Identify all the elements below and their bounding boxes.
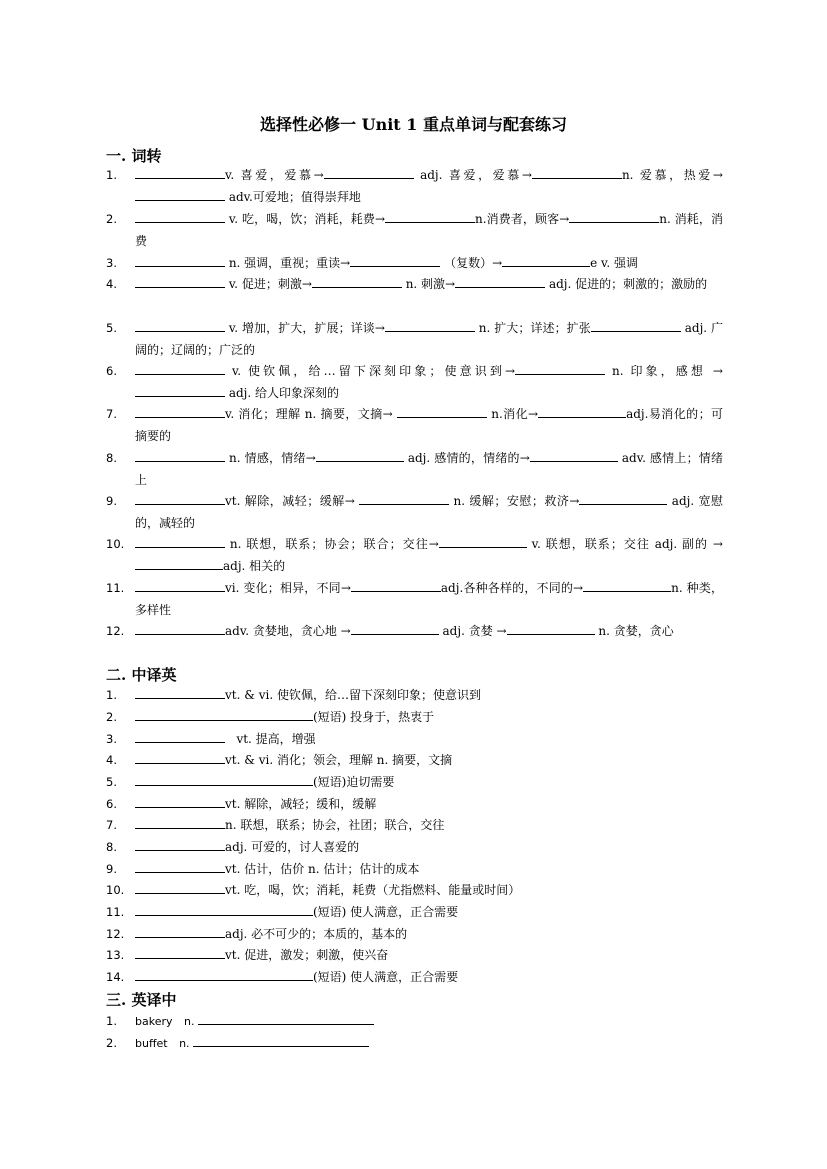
blank[interactable] <box>135 534 225 548</box>
list-item: 2. buffet n. <box>106 1033 723 1055</box>
blank[interactable] <box>135 750 225 764</box>
blank[interactable] <box>135 815 225 829</box>
blank[interactable] <box>135 880 225 894</box>
blank[interactable] <box>385 318 475 332</box>
blank[interactable] <box>324 165 414 179</box>
blank[interactable] <box>583 578 671 592</box>
answer-blank[interactable] <box>198 1011 374 1025</box>
blank[interactable] <box>135 165 225 179</box>
blank[interactable] <box>502 253 590 267</box>
blank[interactable] <box>359 491 449 505</box>
blank[interactable] <box>135 274 225 288</box>
blank[interactable] <box>591 318 681 332</box>
list-item: 10. vt. 吃，喝，饮；消耗，耗费（尤指燃料、能量或时间） <box>106 880 723 902</box>
blank[interactable] <box>455 274 545 288</box>
blank[interactable] <box>135 578 225 592</box>
list-item: 1. vt. & vi. 使钦佩，给…留下深刻印象；使意识到 <box>106 685 723 707</box>
blank[interactable] <box>135 318 225 332</box>
blank[interactable] <box>385 209 475 223</box>
blank[interactable] <box>135 772 313 786</box>
list-item: 8. adj. 可爱的，讨人喜爱的 <box>106 837 723 859</box>
answer-blank[interactable] <box>193 1033 369 1047</box>
blank[interactable] <box>515 361 605 375</box>
blank[interactable] <box>135 187 225 201</box>
blank[interactable] <box>135 448 225 462</box>
list-item: 9. vt. 估计，估价 n. 估计；估计的成本 <box>106 859 723 881</box>
list-item: 12. adj. 必不可少的；本质的，基本的 <box>106 924 723 946</box>
list-item: 13. vt. 促进，激发；刺激，使兴奋 <box>106 945 723 967</box>
blank[interactable] <box>135 556 223 570</box>
section-heading-word-conversion: 一. 词转 <box>106 147 162 165</box>
blank[interactable] <box>135 794 225 808</box>
blank[interactable] <box>351 621 439 635</box>
blank[interactable] <box>135 209 225 223</box>
section-heading-chinese-to-english: 二. 中译英 <box>106 666 177 684</box>
list-item: 11. vi. 变化；相异，不同→ adj.各种各样的，不同的→ n. 种类，多样性 <box>106 578 723 621</box>
blank[interactable] <box>569 209 659 223</box>
blank[interactable] <box>135 253 225 267</box>
list-item: 2. v. 吃，喝，饮；消耗，耗费→ n.消费者，顾客→ n. 消耗，消费 <box>106 209 723 252</box>
blank[interactable] <box>135 404 225 418</box>
blank[interactable] <box>135 361 225 375</box>
blank[interactable] <box>579 491 667 505</box>
list-item: 7. v. 消化；理解 n. 摘要，文摘→ n.消化→ adj.易消化的；可摘要的 <box>106 404 723 447</box>
list-item: 1. bakery n. <box>106 1011 723 1033</box>
blank[interactable] <box>135 902 313 916</box>
blank[interactable] <box>312 274 402 288</box>
blank[interactable] <box>135 383 225 397</box>
list-item: 6. vt. 解除，减轻；缓和，缓解 <box>106 794 723 816</box>
blank[interactable] <box>532 165 622 179</box>
list-item: 5. (短语)迫切需要 <box>106 772 723 794</box>
blank[interactable] <box>351 578 441 592</box>
blank[interactable] <box>316 448 404 462</box>
blank[interactable] <box>135 685 225 699</box>
list-item: 7. n. 联想，联系；协会，社团；联合，交往 <box>106 815 723 837</box>
page-title: 选择性必修一 Unit 1 重点单词与配套练习 <box>260 115 567 134</box>
blank[interactable] <box>135 945 225 959</box>
blank[interactable] <box>135 967 313 981</box>
list-item: 14. (短语) 使人满意，正合需要 <box>106 967 723 989</box>
blank[interactable] <box>135 491 225 505</box>
list-item: 3. vt. 提高，增强 <box>106 729 723 751</box>
blank[interactable] <box>135 621 225 635</box>
list-item: 10. n. 联想，联系；协会；联合；交往→ v. 联想，联系；交往 adj. 副的 →adj. 相关的 <box>106 534 723 577</box>
blank[interactable] <box>397 404 487 418</box>
list-item: 2. (短语) 投身于，热衷于 <box>106 707 723 729</box>
blank[interactable] <box>350 253 440 267</box>
blank[interactable] <box>538 404 626 418</box>
blank[interactable] <box>135 859 225 873</box>
list-item: 4. v. 促进；刺激→ n. 刺激→ adj. 促进的；刺激的；激励的 <box>106 274 723 296</box>
list-item: 1. v. 喜爱，爱慕→ adj. 喜爱，爱慕→ n. 爱慕，热爱→ adv.可爱地；值得崇拜地 <box>106 165 723 208</box>
list-item: 6. v. 使钦佩，给…留下深刻印象；使意识到→ n. 印象，感想 → adj. 给人印象深刻的 <box>106 361 723 404</box>
blank[interactable] <box>507 621 595 635</box>
list-item: 8. n. 情感，情绪→ adj. 感情的，情绪的→ adv. 感情上；情绪上 <box>106 448 723 491</box>
list-item: 11. (短语) 使人满意，正合需要 <box>106 902 723 924</box>
list-item: 12. adv. 贪婪地，贪心地 → adj. 贪婪 → n. 贪婪，贪心 <box>106 621 723 643</box>
list-item: 5. v. 增加，扩大，扩展；详谈→ n. 扩大；详述；扩张 adj. 广阔的；辽阔的；广泛的 <box>106 318 723 361</box>
blank[interactable] <box>439 534 527 548</box>
blank[interactable] <box>135 924 225 938</box>
blank[interactable] <box>135 707 313 721</box>
blank[interactable] <box>530 448 618 462</box>
blank[interactable] <box>135 837 225 851</box>
list-item: 4. vt. & vi. 消化；领会，理解 n. 摘要，文摘 <box>106 750 723 772</box>
list-item: 3. n. 强调，重视；重读→ （复数）→ e v. 强调 <box>106 253 723 275</box>
blank[interactable] <box>135 729 225 743</box>
section-heading-english-to-chinese: 三. 英译中 <box>106 991 177 1009</box>
list-item: 9. vt. 解除，减轻；缓解→ n. 缓解；安慰；救济→ adj. 宽慰的，减轻的 <box>106 491 723 534</box>
